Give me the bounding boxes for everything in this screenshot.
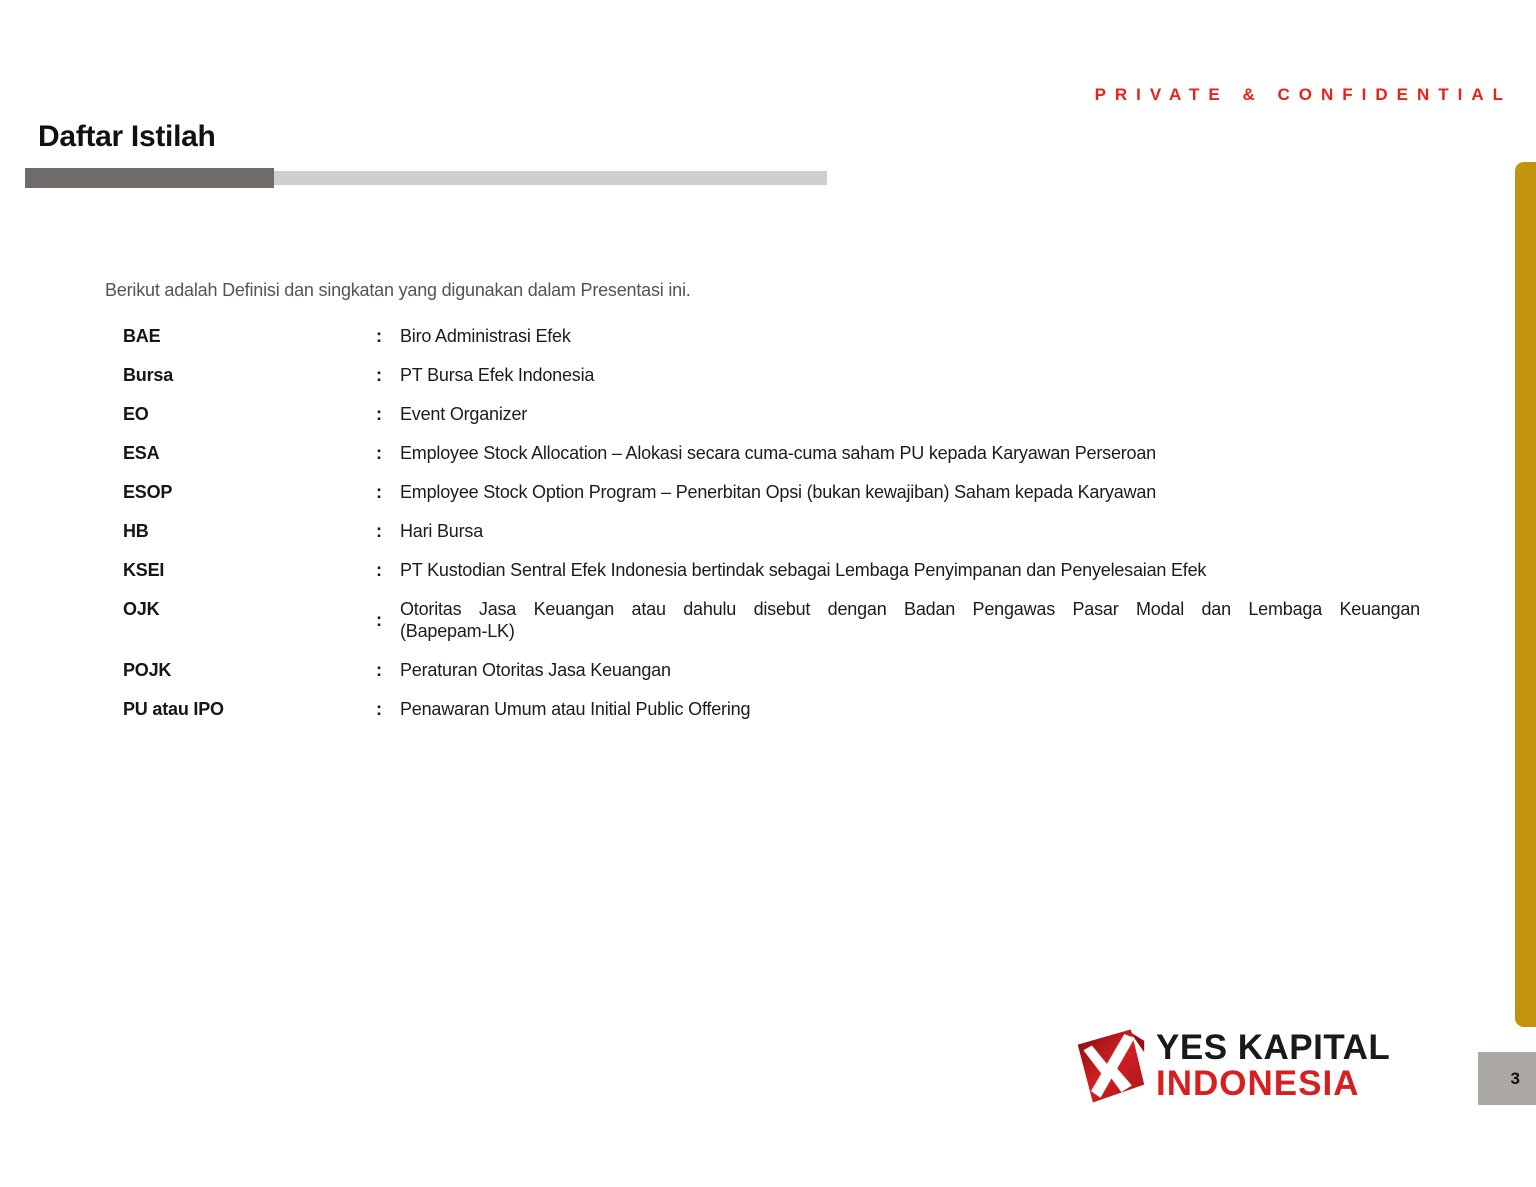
- glossary-definition-line1: Otoritas Jasa Keuangan atau dahulu disebut dengan Badan Pengawas Pasar Modal dan Lembaga Keuangan: [400, 599, 1420, 619]
- yes-kapital-logo-icon: [1072, 1026, 1148, 1105]
- glossary-row: [123, 659, 1433, 681]
- glossary-definition: Peraturan Otoritas Jasa Keuangan: [400, 660, 671, 680]
- confidential-label: PRIVATE & CONFIDENTIAL: [1094, 85, 1512, 104]
- glossary-colon: :: [376, 443, 382, 463]
- glossary-colon: :: [376, 699, 382, 719]
- glossary-row: [123, 698, 1433, 720]
- glossary-definition: Hari Bursa: [400, 521, 484, 541]
- glossary-term: HB: [123, 521, 149, 541]
- glossary-definition: PT Bursa Efek Indonesia: [400, 365, 595, 385]
- page-title: Daftar Istilah: [38, 120, 216, 153]
- glossary-term: POJK: [123, 660, 172, 680]
- glossary-row: [123, 403, 1433, 425]
- title-divider-dark-segment: [25, 168, 274, 188]
- glossary-colon: :: [376, 521, 382, 541]
- page-number-box: [1478, 1052, 1536, 1105]
- logo-name-line1: YES KAPITAL: [1156, 1027, 1391, 1067]
- glossary-definition: Employee Stock Allocation – Alokasi secara cuma-cuma saham PU kepada Karyawan Perseroan: [400, 443, 1156, 463]
- glossary-colon: :: [376, 404, 382, 424]
- glossary-list: [123, 325, 1433, 737]
- glossary-colon: :: [376, 326, 382, 346]
- glossary-row: [123, 598, 1433, 642]
- glossary-row: [123, 364, 1433, 386]
- glossary-definition: PT Kustodian Sentral Efek Indonesia bertindak sebagai Lembaga Penyimpanan dan Penyelesaian Efek: [400, 560, 1207, 580]
- glossary-row: [123, 481, 1433, 503]
- glossary-definition: Biro Administrasi Efek: [400, 326, 571, 346]
- glossary-row: [123, 442, 1433, 464]
- logo-wordmark: [1156, 1027, 1391, 1103]
- glossary-colon: :: [376, 482, 382, 502]
- title-divider-bar: [25, 171, 827, 185]
- glossary-definition: Penawaran Umum atau Initial Public Offering: [400, 699, 751, 719]
- glossary-definition-line2: (Bapepam-LK): [400, 621, 515, 641]
- glossary-colon: :: [376, 610, 382, 630]
- glossary-row: [123, 559, 1433, 581]
- glossary-term: OJK: [123, 599, 160, 619]
- glossary-definition: [400, 598, 1433, 642]
- glossary-definition: Employee Stock Option Program – Penerbitan Opsi (bukan kewajiban) Saham kepada Karyawan: [400, 482, 1157, 502]
- glossary-term: KSEI: [123, 560, 165, 580]
- page-number: 3: [1510, 1068, 1520, 1088]
- right-accent-bar: [1515, 162, 1536, 1027]
- glossary-colon: :: [376, 660, 382, 680]
- glossary-term: ESOP: [123, 482, 173, 502]
- glossary-colon: :: [376, 365, 382, 385]
- intro-text: Berikut adalah Definisi dan singkatan yang digunakan dalam Presentasi ini.: [105, 280, 691, 300]
- company-logo: [1072, 1026, 1390, 1105]
- glossary-term: EO: [123, 404, 149, 424]
- glossary-colon: :: [376, 560, 382, 580]
- glossary-term: BAE: [123, 326, 161, 346]
- glossary-term: Bursa: [123, 365, 174, 385]
- glossary-row: [123, 325, 1433, 347]
- logo-name-line2: INDONESIA: [1156, 1063, 1360, 1103]
- glossary-term: ESA: [123, 443, 160, 463]
- glossary-definition: Event Organizer: [400, 404, 528, 424]
- glossary-term: PU atau IPO: [123, 699, 224, 719]
- glossary-row: [123, 520, 1433, 542]
